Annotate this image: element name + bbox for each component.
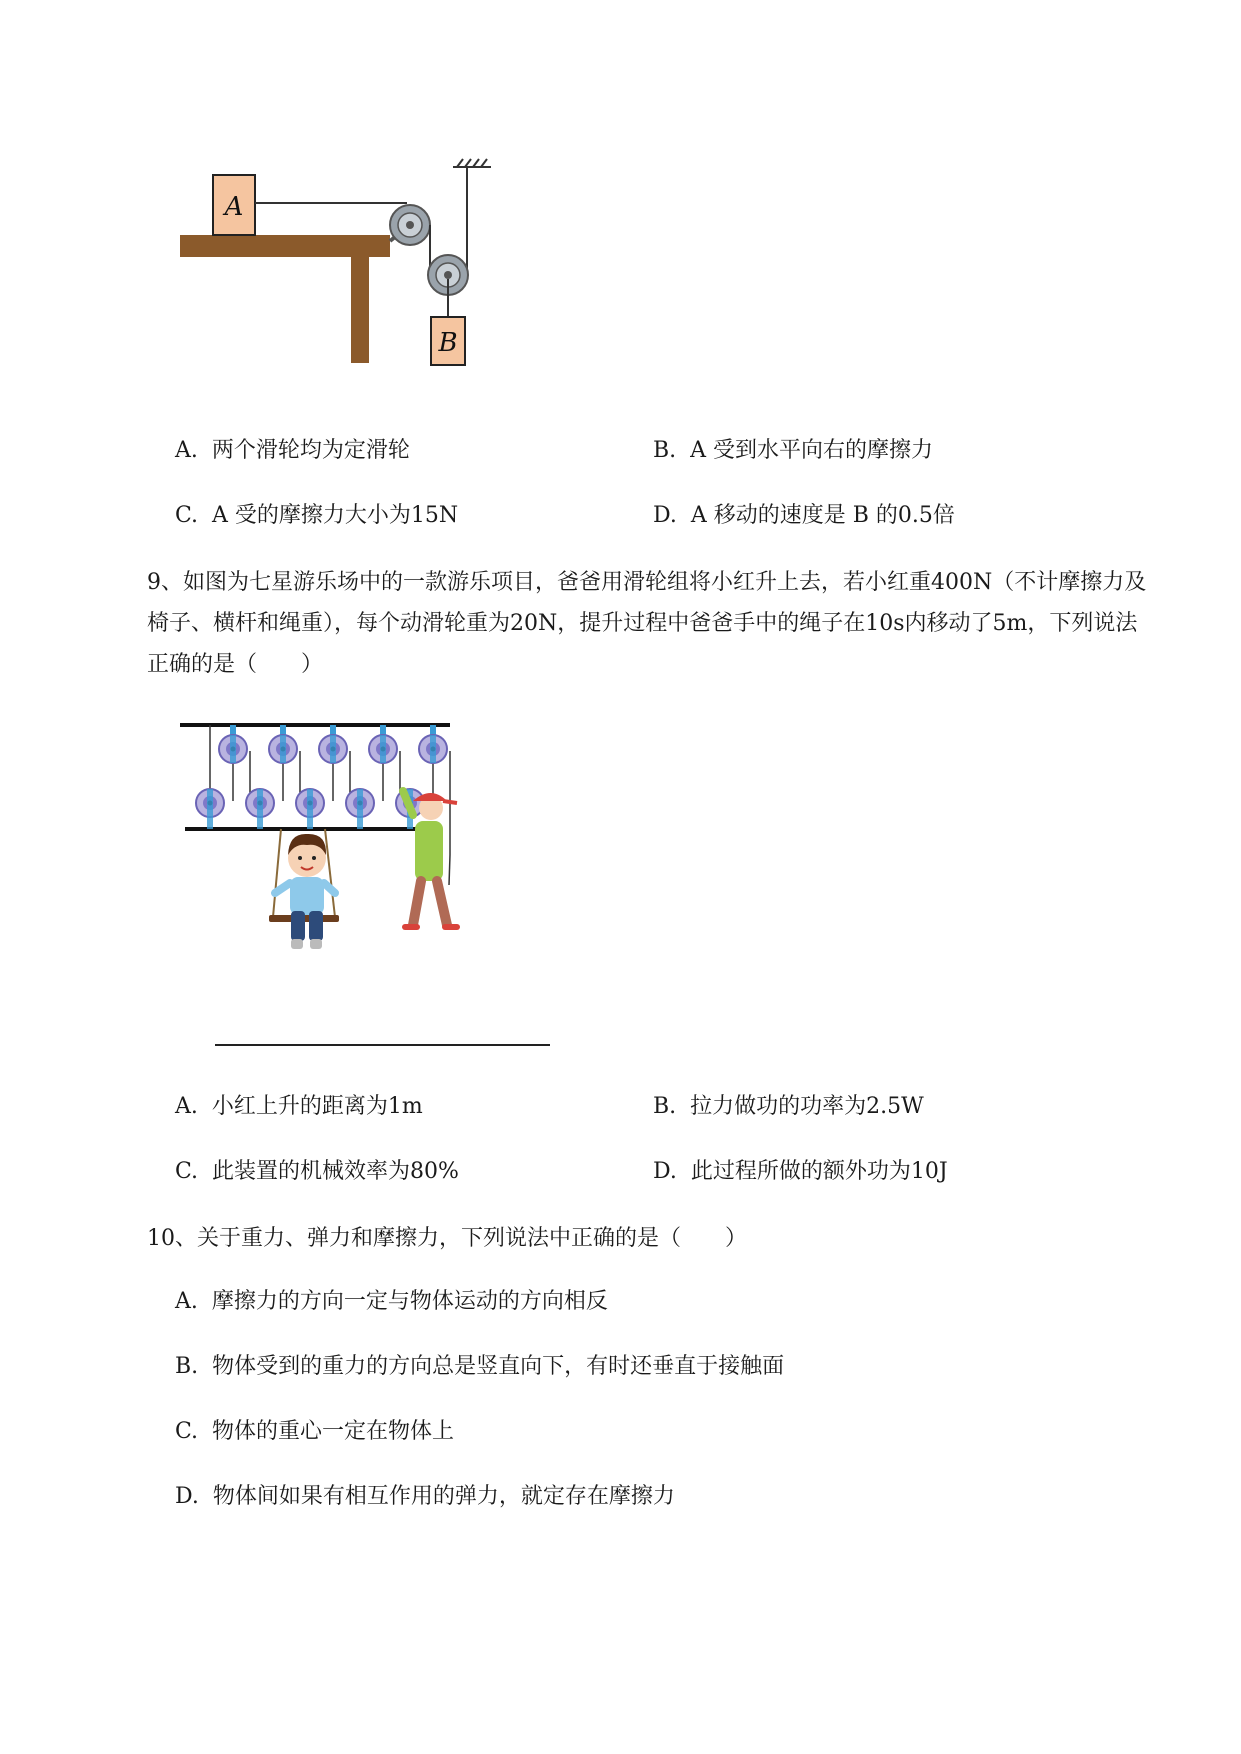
ceiling-mount [453, 159, 491, 167]
option-letter: B. [653, 1094, 677, 1119]
q9-option-a [175, 1092, 423, 1122]
block-b-label: B [438, 328, 458, 358]
option-letter: A. [175, 1094, 198, 1119]
option-text: 拉力做功的功率为2.5W [690, 1094, 924, 1119]
q9-option-b [653, 1092, 924, 1122]
question-stem: 如图为七星游乐场中的一款游乐项目，爸爸用滑轮组将小红升上去，若小红重400N（不计摩擦力及椅子、横杆和绳重），每个动滑轮重为20N，提升过程中爸爸手中的绳子在10s内移动了5m，下列说法正确的是（ ） [147, 570, 1147, 677]
block-a-label: A [224, 192, 244, 222]
q10-option-c [175, 1417, 454, 1447]
q9-option-d [653, 1157, 948, 1187]
option-text: 物体间如果有相互作用的弹力，就定存在摩擦力 [212, 1484, 675, 1509]
q10-option-b [175, 1352, 784, 1382]
option-text: 两个滑轮均为定滑轮 [211, 438, 410, 463]
option-letter: D. [653, 503, 677, 528]
option-text: A 受的摩擦力大小为15N [212, 503, 459, 528]
option-letter: D. [175, 1484, 199, 1509]
option-letter: C. [175, 1159, 199, 1184]
q10-option-a [175, 1287, 608, 1317]
option-letter: C. [175, 503, 199, 528]
pulley-table-figure [175, 155, 505, 405]
option-text: 摩擦力的方向一定与物体运动的方向相反 [211, 1289, 608, 1314]
table-leg [351, 255, 369, 363]
q8-option-d [653, 501, 955, 531]
option-letter: D. [653, 1159, 677, 1184]
option-text: 此过程所做的额外功为10J [690, 1159, 948, 1184]
option-letter: A. [175, 1289, 198, 1314]
q9-stem [147, 562, 1157, 685]
q8-option-c [175, 501, 458, 531]
option-text: 物体的重心一定在物体上 [212, 1419, 455, 1444]
question-number: 10、 [147, 1226, 197, 1251]
q10-stem [147, 1218, 1157, 1259]
swing-pulley-figure [175, 715, 555, 1060]
option-letter: A. [175, 438, 198, 463]
question-number: 9、 [147, 570, 183, 595]
q9-option-c [175, 1157, 459, 1187]
man-pulling-rope-illustration [403, 791, 457, 927]
option-letter: B. [653, 438, 677, 463]
question-stem: 关于重力、弹力和摩擦力，下列说法中正确的是（ ） [197, 1226, 748, 1251]
option-text: A 受到水平向右的摩擦力 [690, 438, 934, 463]
option-text: A 移动的速度是 B 的0.5倍 [690, 503, 955, 528]
fixed-pulley [390, 205, 430, 245]
option-text: 物体受到的重力的方向总是竖直向下，有时还垂直于接触面 [212, 1354, 785, 1379]
movable-pulley-row [196, 789, 424, 829]
q8-option-b [653, 436, 933, 466]
option-letter: B. [175, 1354, 199, 1379]
table-top [180, 235, 390, 257]
q8-option-a [175, 436, 410, 466]
option-letter: C. [175, 1419, 199, 1444]
q10-option-d [175, 1482, 675, 1512]
fixed-pulley-row [219, 725, 447, 763]
option-text: 此装置的机械效率为80% [212, 1159, 459, 1184]
option-text: 小红上升的距离为1m [211, 1094, 423, 1119]
